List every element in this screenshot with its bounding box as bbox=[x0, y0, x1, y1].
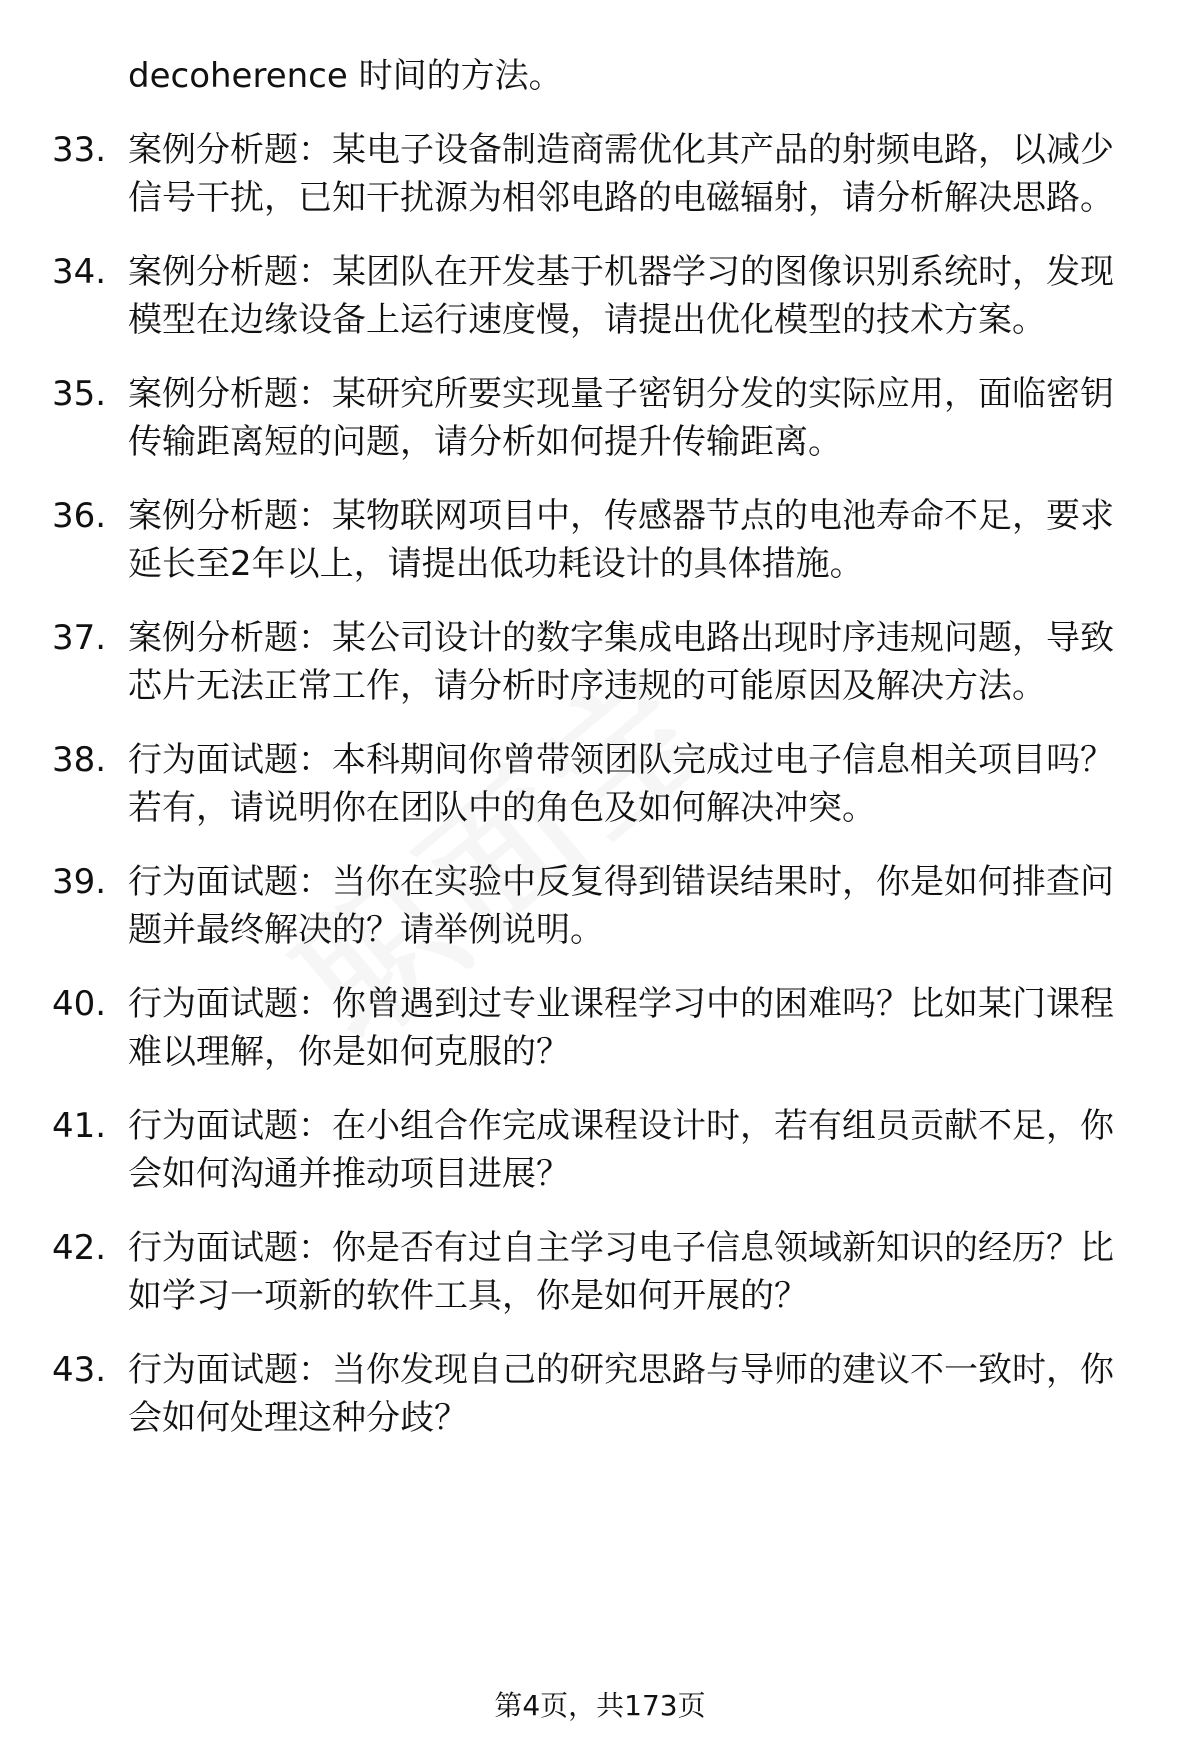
question-number: 40. bbox=[52, 984, 107, 1024]
question-text: 案例分析题：某研究所要实现量子密钥分发的实际应用，面临密钥传输距离短的问题，请分析如何提升传输距离。 bbox=[128, 374, 1114, 462]
question-number: 38. bbox=[52, 740, 107, 780]
list-item bbox=[52, 1346, 1138, 1442]
list-item bbox=[52, 980, 1138, 1076]
list-item bbox=[52, 248, 1138, 344]
list-item bbox=[52, 370, 1138, 466]
continuation-text: decoherence 时间的方法。 bbox=[128, 56, 563, 96]
question-text: 案例分析题：某物联网项目中，传感器节点的电池寿命不足，要求延长至2年以上，请提出低功耗设计的具体措施。 bbox=[128, 496, 1114, 584]
question-number: 41. bbox=[52, 1106, 107, 1146]
list-item bbox=[52, 736, 1138, 832]
question-number: 34. bbox=[52, 252, 107, 292]
question-number: 33. bbox=[52, 130, 107, 170]
question-text: 案例分析题：某团队在开发基于机器学习的图像识别系统时，发现模型在边缘设备上运行速度慢，请提出优化模型的技术方案。 bbox=[128, 252, 1114, 340]
question-text: 行为面试题：你是否有过自主学习电子信息领域新知识的经历？比如学习一项新的软件工具，你是如何开展的？ bbox=[128, 1228, 1114, 1316]
question-text: 行为面试题：你曾遇到过专业课程学习中的困难吗？比如某门课程难以理解，你是如何克服的？ bbox=[128, 984, 1114, 1072]
list-item bbox=[52, 858, 1138, 954]
question-number: 42. bbox=[52, 1228, 107, 1268]
list-item bbox=[52, 1224, 1138, 1320]
question-text: 行为面试题：当你在实验中反复得到错误结果时，你是如何排查问题并最终解决的？请举例说明。 bbox=[128, 862, 1114, 950]
list-item bbox=[52, 492, 1138, 588]
list-item bbox=[52, 126, 1138, 222]
question-list bbox=[0, 126, 1200, 1442]
question-text: 行为面试题：当你发现自己的研究思路与导师的建议不一致时，你会如何处理这种分歧？ bbox=[128, 1350, 1114, 1438]
list-item bbox=[52, 614, 1138, 710]
question-number: 37. bbox=[52, 618, 107, 658]
question-number: 39. bbox=[52, 862, 107, 902]
question-text: 行为面试题：在小组合作完成课程设计时，若有组员贡献不足，你会如何沟通并推动项目进展？ bbox=[128, 1106, 1114, 1194]
page-footer: 第4页，共173页 bbox=[494, 1689, 706, 1722]
question-text: 行为面试题：本科期间你曾带领团队完成过电子信息相关项目吗？若有，请说明你在团队中的角色及如何解决冲突。 bbox=[128, 740, 1114, 828]
list-item bbox=[52, 1102, 1138, 1198]
question-text: 案例分析题：某电子设备制造商需优化其产品的射频电路，以减少信号干扰，已知干扰源为相邻电路的电磁辐射，请分析解决思路。 bbox=[128, 130, 1114, 218]
question-content bbox=[0, 52, 1200, 1468]
question-number: 36. bbox=[52, 496, 107, 536]
question-number: 43. bbox=[52, 1350, 107, 1390]
question-text: 案例分析题：某公司设计的数字集成电路出现时序违规问题，导致芯片无法正常工作，请分析时序违规的可能原因及解决方法。 bbox=[128, 618, 1114, 706]
question-number: 35. bbox=[52, 374, 107, 414]
